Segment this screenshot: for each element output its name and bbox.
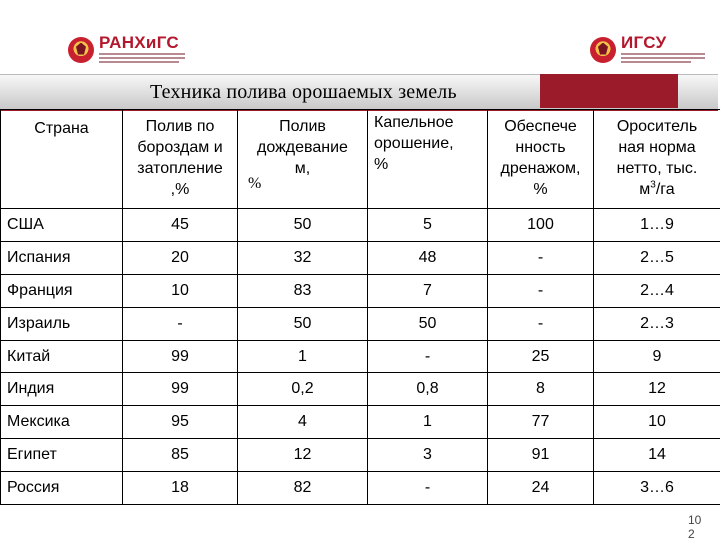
value-cell: 18	[123, 472, 238, 505]
value-cell: 7	[368, 274, 488, 307]
value-cell: -	[368, 472, 488, 505]
value-cell: 1	[368, 406, 488, 439]
value-cell: 99	[123, 373, 238, 406]
header-furrow: Полив по бороздам и затопление ,%	[123, 110, 238, 209]
value-cell: 50	[368, 307, 488, 340]
page-number: 10 2	[688, 513, 701, 541]
value-cell: 5	[368, 209, 488, 242]
value-cell: -	[123, 307, 238, 340]
value-cell: 12	[594, 373, 720, 406]
table-header-row	[1, 110, 720, 209]
igsu-emblem-icon	[590, 37, 616, 63]
value-cell: -	[488, 307, 594, 340]
value-cell: 24	[488, 472, 594, 505]
country-cell: Индия	[1, 373, 123, 406]
value-cell: 48	[368, 241, 488, 274]
country-cell: Россия	[1, 472, 123, 505]
ranepa-logo-subtitle	[99, 53, 185, 65]
ranepa-logo	[68, 34, 185, 65]
table-row	[1, 307, 720, 340]
value-cell: 3…6	[594, 472, 720, 505]
value-cell: 32	[238, 241, 368, 274]
igsu-logo-name: ИГСУ	[621, 34, 705, 51]
value-cell: 8	[488, 373, 594, 406]
value-cell: 45	[123, 209, 238, 242]
value-cell: 100	[488, 209, 594, 242]
table-row	[1, 241, 720, 274]
table-row	[1, 340, 720, 373]
table-row	[1, 472, 720, 505]
value-cell: 10	[123, 274, 238, 307]
value-cell: 2…5	[594, 241, 720, 274]
country-cell: Египет	[1, 439, 123, 472]
value-cell: -	[368, 340, 488, 373]
igsu-logo-subtitle	[621, 53, 705, 65]
title-band-accent	[540, 74, 678, 108]
header-drip: Капельное орошение, %	[368, 110, 488, 209]
value-cell: 99	[123, 340, 238, 373]
irrigation-table	[0, 109, 720, 505]
value-cell: 10	[594, 406, 720, 439]
value-cell: 50	[238, 307, 368, 340]
table-row	[1, 274, 720, 307]
value-cell: 85	[123, 439, 238, 472]
table-row	[1, 209, 720, 242]
value-cell: 20	[123, 241, 238, 274]
header-drainage: Обеспече нность дренажом, %	[488, 110, 594, 209]
header-sprinkler: Полив дождевание м, %	[238, 110, 368, 209]
value-cell: 9	[594, 340, 720, 373]
value-cell: 0,8	[368, 373, 488, 406]
value-cell: 1…9	[594, 209, 720, 242]
value-cell: 95	[123, 406, 238, 439]
country-cell: США	[1, 209, 123, 242]
country-cell: Израиль	[1, 307, 123, 340]
table-row	[1, 439, 720, 472]
country-cell: Франция	[1, 274, 123, 307]
country-cell: Испания	[1, 241, 123, 274]
header-irrigation-norm: Ороситель ная норма нетто, тыс. $м^3/га$	[594, 110, 720, 209]
value-cell: 1	[238, 340, 368, 373]
ranepa-emblem-icon	[68, 37, 94, 63]
value-cell: 2…4	[594, 274, 720, 307]
country-cell: Мексика	[1, 406, 123, 439]
table-row	[1, 406, 720, 439]
country-cell: Китай	[1, 340, 123, 373]
value-cell: 25	[488, 340, 594, 373]
value-cell: 4	[238, 406, 368, 439]
value-cell: 0,2	[238, 373, 368, 406]
value-cell: 91	[488, 439, 594, 472]
value-cell: 83	[238, 274, 368, 307]
value-cell: 50	[238, 209, 368, 242]
value-cell: 82	[238, 472, 368, 505]
igsu-logo	[590, 34, 705, 65]
value-cell: 77	[488, 406, 594, 439]
ranepa-logo-name: РАНХиГС	[99, 34, 185, 51]
value-cell: -	[488, 274, 594, 307]
header-country: Страна	[1, 110, 123, 209]
table-row	[1, 373, 720, 406]
value-cell: 3	[368, 439, 488, 472]
value-cell: 14	[594, 439, 720, 472]
value-cell: -	[488, 241, 594, 274]
value-cell: 2…3	[594, 307, 720, 340]
value-cell: 12	[238, 439, 368, 472]
slide-title: Техника полива орошаемых земель	[150, 81, 457, 104]
